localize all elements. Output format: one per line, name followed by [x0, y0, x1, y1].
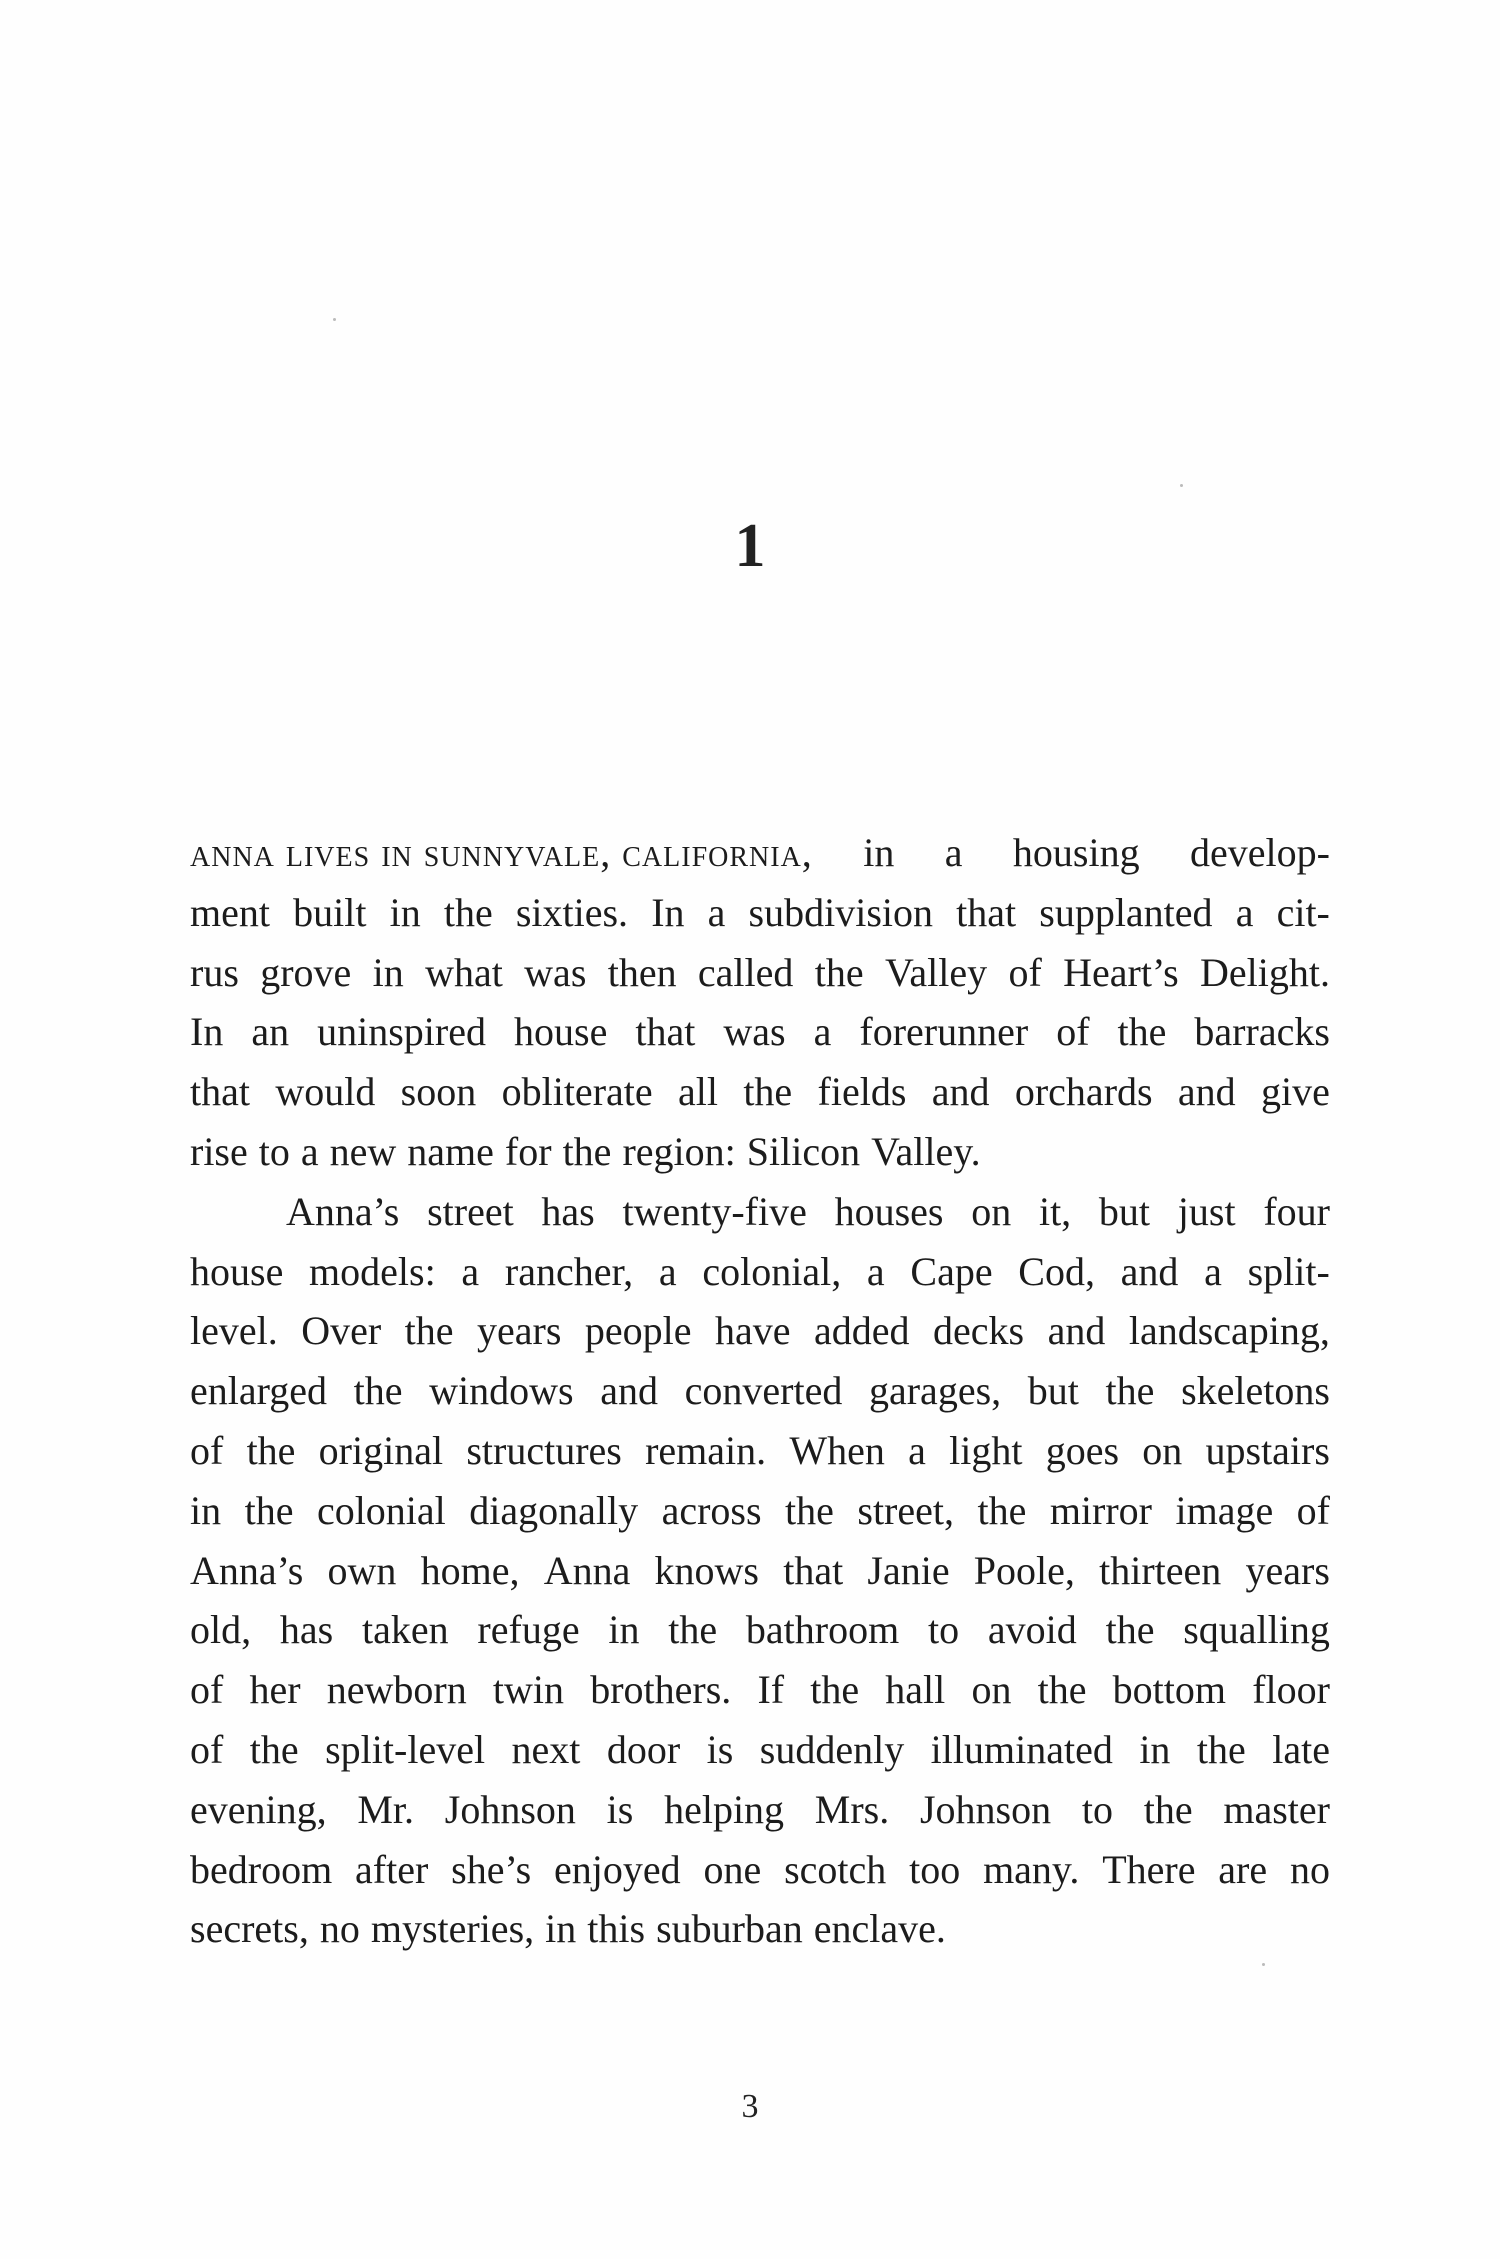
- paragraph: [190, 1182, 1330, 1959]
- text-line: of the original structures remain. When a light goes on upstairs: [190, 1427, 1330, 1473]
- paper-speck: [1262, 1963, 1265, 1966]
- text-line: in the colonial diagonally across the street, the mirror image of: [190, 1487, 1330, 1533]
- text-line: of the split-level next door is suddenly illuminated in the late: [190, 1726, 1330, 1772]
- chapter-number: 1: [734, 512, 766, 580]
- text-line: that would soon obliterate all the fields and orchards and give: [190, 1069, 1330, 1115]
- paragraph: [190, 823, 1330, 1182]
- page-number: 3: [741, 2088, 759, 2125]
- chapter-lead-in: anna lives in sunnyvale, california,: [190, 830, 813, 875]
- paper-speck: [1180, 484, 1183, 487]
- text-line: Anna’s own home, Anna knows that Janie Poole, thirteen years: [190, 1547, 1330, 1593]
- text-line: house models: a rancher, a colonial, a Cape Cod, and a split-: [190, 1248, 1330, 1294]
- text-line: anna lives in sunnyvale, california, in a housing develop-: [190, 823, 1330, 883]
- text-line: rus grove in what was then called the Valley of Heart’s Delight.: [190, 949, 1330, 995]
- text-line: evening, Mr. Johnson is helping Mrs. Johnson to the master: [190, 1786, 1330, 1832]
- text-line: level. Over the years people have added decks and landscaping,: [190, 1308, 1330, 1354]
- text-line: ment built in the sixties. In a subdivision that supplanted a cit-: [190, 889, 1330, 935]
- paper-speck: [333, 318, 336, 321]
- text-line: of her newborn twin brothers. If the hall on the bottom floor: [190, 1667, 1330, 1713]
- text-line: Anna’s street has twenty-five houses on it, but just four: [286, 1188, 1330, 1234]
- text-line: In an uninspired house that was a forerunner of the barracks: [190, 1009, 1330, 1055]
- text-line: secrets, no mysteries, in this suburban enclave.: [190, 1906, 946, 1952]
- body-text: [190, 823, 1330, 1959]
- text-line: old, has taken refuge in the bathroom to avoid the squalling: [190, 1607, 1330, 1653]
- text-line: rise to a new name for the region: Silicon Valley.: [190, 1128, 981, 1174]
- text-line: enlarged the windows and converted garages, but the skeletons: [190, 1368, 1330, 1414]
- text-line: bedroom after she’s enjoyed one scotch too many. There are no: [190, 1846, 1330, 1892]
